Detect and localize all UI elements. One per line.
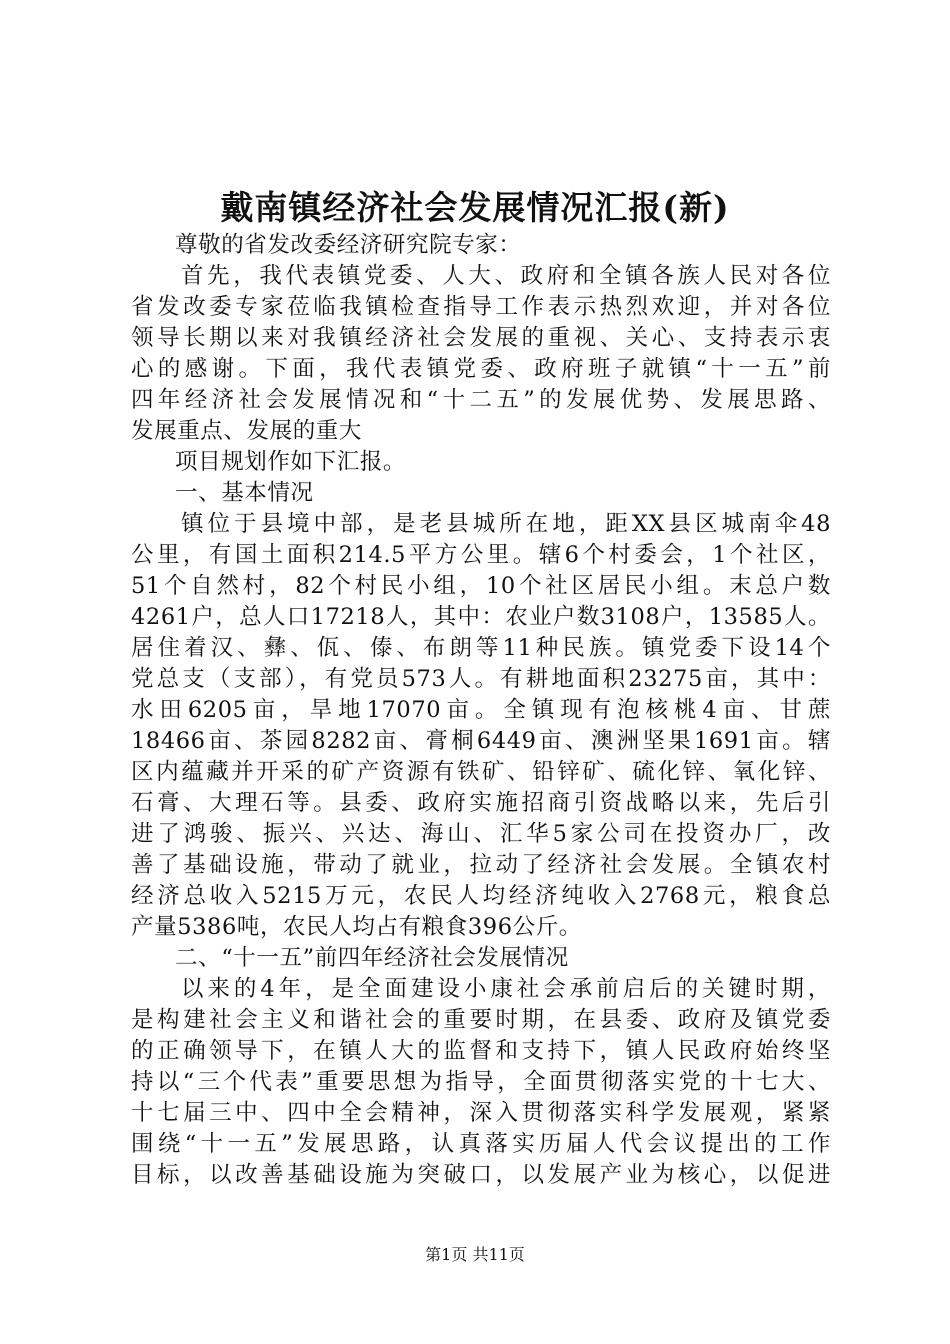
- paragraph-line: 是构建社会主义和谐社会的重要时期，在县委、政府及镇党委: [131, 1007, 831, 1033]
- paragraph-line: 18466亩、茶园8282亩、膏桐6449亩、澳洲坚果1691亩。辖: [131, 728, 831, 754]
- paragraph-line: 十七届三中、四中全会精神，深入贯彻落实科学发展观，紧紧: [131, 1100, 831, 1126]
- paragraph-line: 项目规划作如下汇报。: [175, 449, 407, 475]
- paragraph-line: 居住着汉、彝、佤、傣、布朗等11种民族。镇党委下设14个: [131, 635, 831, 661]
- paragraph-line: 发展重点、发展的重大: [131, 418, 363, 444]
- paragraph-line: 区内蕴藏并开采的矿产资源有铁矿、铅锌矿、硫化锌、氧化锌、: [131, 759, 831, 785]
- paragraph-line: 持以“三个代表”重要思想为指导，全面贯彻落实党的十七大、: [131, 1069, 831, 1095]
- paragraph-line: 水田6205亩，旱地17070亩。全镇现有泡核桃4亩、甘蔗: [131, 697, 831, 723]
- paragraph-line: 党总支（支部），有党员573人。有耕地面积23275亩，其中：: [131, 666, 831, 692]
- paragraph-line: 产量5386吨，农民人均占有粮食396公斤。: [131, 914, 582, 940]
- document-title: 戴南镇经济社会发展情况汇报(新): [220, 188, 730, 227]
- paragraph-line: 4261户，总人口17218人，其中：农业户数3108户，13585人。: [131, 604, 831, 630]
- document-body: [131, 230, 831, 1191]
- paragraph-line: 的正确领导下，在镇人大的监督和支持下，镇人民政府始终坚: [131, 1038, 831, 1064]
- page-footer: 第1页 共11页: [425, 1245, 525, 1264]
- salutation-line: 尊敬的省发改委经济研究院专家：: [175, 232, 522, 258]
- paragraph-line: 进了鸿骏、振兴、兴达、海山、汇华5家公司在投资办厂，改: [131, 821, 831, 847]
- paragraph-line: 以来的4年，是全面建设小康社会承前启后的关键时期，: [181, 976, 831, 1002]
- paragraph-line: 51个自然村，82个村民小组，10个社区居民小组。末总户数: [131, 573, 831, 599]
- paragraph-line: 石膏、大理石等。县委、政府实施招商引资战略以来，先后引: [131, 790, 831, 816]
- section-heading: 一、基本情况: [175, 480, 314, 506]
- paragraph-line: 心的感谢。下面，我代表镇党委、政府班子就镇“十一五”前: [131, 356, 831, 382]
- paragraph-line: 领导长期以来对我镇经济社会发展的重视、关心、支持表示衷: [131, 325, 831, 351]
- paragraph-line: 镇位于县境中部，是老县城所在地，距XX县区城南伞48: [181, 511, 831, 537]
- paragraph-line: 经济总收入5215万元，农民人均经济纯收入2768元，粮食总: [131, 883, 831, 909]
- paragraph-line: 省发改委专家莅临我镇检查指导工作表示热烈欢迎，并对各位: [131, 294, 831, 320]
- section-heading: 二、“十一五”前四年经济社会发展情况: [175, 945, 569, 971]
- paragraph-line: 公里，有国土面积214.5平方公里。辖6个村委会，1个社区，: [131, 542, 831, 568]
- paragraph-line: 善了基础设施，带动了就业，拉动了经济社会发展。全镇农村: [131, 852, 831, 878]
- paragraph-line: 围绕“十一五”发展思路，认真落实历届人代会议提出的工作: [131, 1131, 831, 1157]
- paragraph-line: 首先，我代表镇党委、人大、政府和全镇各族人民对各位: [181, 263, 831, 289]
- paragraph-line: 目标，以改善基础设施为突破口，以发展产业为核心，以促进: [131, 1162, 831, 1188]
- paragraph-line: 四年经济社会发展情况和“十二五”的发展优势、发展思路、: [131, 387, 831, 413]
